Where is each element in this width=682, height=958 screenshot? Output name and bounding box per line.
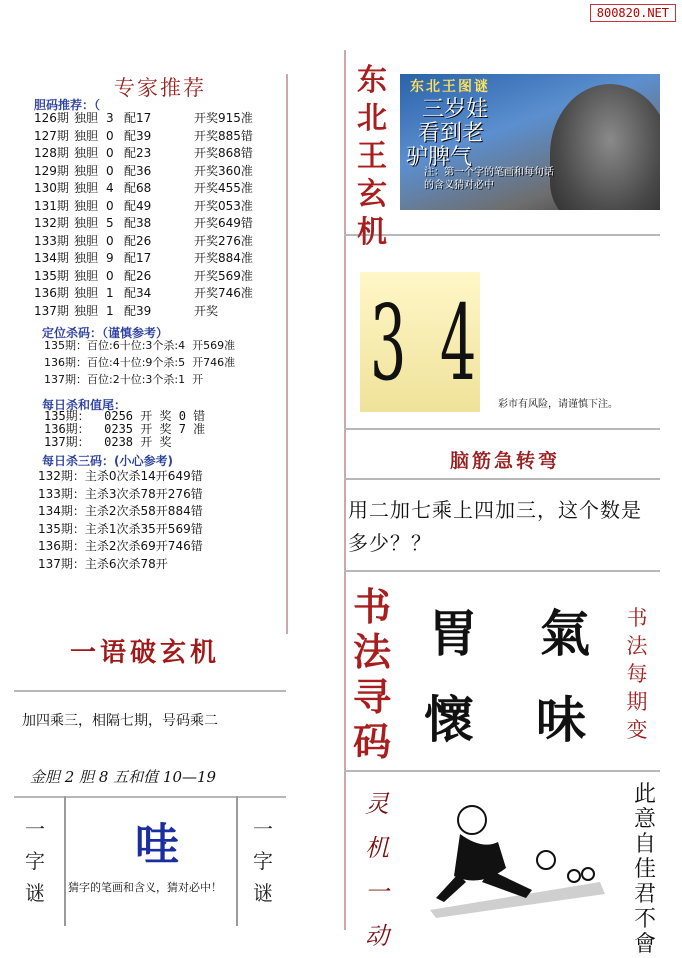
- table-row: [44, 372, 203, 388]
- poster-note: 注：第一个字的笔画和每句话的含义猜对必中: [424, 167, 554, 191]
- table-cell: 配68: [124, 181, 152, 195]
- tail-section-title: 每日杀和值尾：: [42, 398, 127, 412]
- table-cell: 136期：主杀2次杀69开746错: [38, 539, 203, 553]
- left-right-divider: [286, 74, 288, 634]
- table-row: [34, 233, 253, 249]
- table-cell: 独胆: [74, 111, 99, 125]
- table-cell: 128期: [34, 146, 69, 160]
- table-cell: 开奖276准: [194, 233, 253, 248]
- table-cell: 开奖: [194, 303, 219, 318]
- table-cell: 136期： 0235 开 奖 7 准: [44, 422, 206, 436]
- hand-char: 不: [633, 907, 656, 932]
- site-badge: 800820.NET: [590, 4, 676, 22]
- handwritten-text: [632, 782, 658, 957]
- table-cell: 独胆: [74, 303, 99, 318]
- table-cell: 133期: [34, 233, 69, 248]
- table-cell: 配49: [124, 198, 152, 213]
- table-cell: 开奖915准: [194, 111, 253, 125]
- riddle-hint: 猜字的笔画和含义，猜对必中！: [68, 881, 222, 894]
- divider-7: [14, 796, 286, 798]
- table-cell: 5: [106, 216, 114, 230]
- hand-char: 佳: [633, 857, 656, 882]
- riddle-side-right-1: 一: [253, 817, 273, 841]
- dan-section-title: 胆码推荐：（: [34, 98, 101, 112]
- riddle-side-left-1: 一: [25, 817, 45, 841]
- table-cell: 独胆: [74, 251, 99, 265]
- table-row: [34, 268, 253, 284]
- riddle-divider-left: [64, 796, 66, 926]
- gold-line: 金胆 2 胆 8 五和值 10—19: [30, 768, 217, 786]
- poster-title: 东北王图谜: [410, 79, 490, 95]
- risk-note: 彩市有风险，请谨慎下注。: [498, 399, 618, 410]
- table-cell: 1: [106, 286, 114, 300]
- table-cell: 0: [106, 233, 114, 248]
- table-cell: 独胆: [74, 163, 99, 178]
- buddha-image: [550, 84, 660, 210]
- table-cell: 开奖884准: [194, 251, 253, 265]
- calli-title-char: 书: [352, 584, 391, 629]
- calli-side-char: 变: [626, 718, 648, 742]
- phrase-text: 加四乘三，相隔七期，号码乘二: [22, 713, 218, 729]
- riddle-poster: [400, 74, 660, 210]
- table-cell: 137期：主杀6次杀78开: [38, 556, 168, 571]
- table-cell: 独胆: [74, 181, 99, 195]
- vertical-title: [352, 62, 392, 252]
- lingji-char: 灵: [365, 790, 389, 818]
- table-cell: 开奖746准: [194, 286, 253, 300]
- table-row: [38, 556, 168, 572]
- table-cell: 配34: [124, 286, 152, 300]
- table-cell: 134期: [34, 251, 69, 265]
- vertical-title-char: 王: [357, 139, 387, 174]
- runner-head: [458, 806, 486, 834]
- table-cell: 开奖885错: [194, 128, 253, 143]
- table-cell: 132期：主杀0次杀14开649错: [38, 469, 203, 483]
- calli-side-char: 法: [626, 634, 648, 658]
- calli-word-3: 懷: [424, 690, 474, 749]
- table-cell: 1: [106, 303, 114, 318]
- ball: [537, 851, 555, 869]
- divider-5: [344, 770, 660, 772]
- calli-title: [352, 584, 392, 764]
- table-cell: 独胆: [74, 198, 99, 213]
- table-cell: 135期： 0256 开 奖 0 错: [44, 409, 206, 423]
- runner-leg-back: [436, 874, 466, 902]
- table-cell: 独胆: [74, 233, 99, 248]
- table-cell: 137期: [34, 303, 69, 318]
- lingji-title: [362, 782, 392, 958]
- riddle-char: 哇: [135, 819, 179, 870]
- table-cell: 开奖053准: [194, 198, 253, 213]
- vertical-title-char: 东: [357, 63, 387, 98]
- poster-line-3: 驴脾气: [406, 145, 473, 170]
- table-cell: 135期: [34, 268, 69, 283]
- calli-title-char: 寻: [352, 674, 391, 719]
- table-cell: 129期: [34, 163, 69, 178]
- calli-word-4: 味: [536, 690, 586, 749]
- table-cell: 9: [106, 251, 114, 265]
- hand-char: 意: [633, 807, 656, 832]
- poster-line-2: 看到老: [418, 121, 485, 146]
- table-cell: 135期：主杀1次杀35开569错: [38, 521, 203, 536]
- table-cell: 133期：主杀3次杀78开276错: [38, 486, 203, 501]
- table-row: [34, 180, 253, 196]
- pin: [568, 870, 580, 882]
- table-cell: 0: [106, 163, 114, 178]
- calli-side-char: 书: [626, 606, 648, 630]
- lingji-char: 一: [365, 878, 389, 906]
- table-row: [34, 215, 253, 231]
- table-cell: 独胆: [74, 146, 99, 160]
- divider-3: [344, 478, 660, 480]
- divider-4: [344, 570, 660, 572]
- table-cell: 开奖569准: [194, 268, 253, 283]
- table-row: [38, 468, 203, 484]
- calli-side-text: [622, 604, 652, 744]
- pos-section-title: 定位杀码：（谨慎参考）: [42, 326, 169, 340]
- table-cell: 开奖455准: [194, 181, 253, 195]
- table-cell: 配26: [124, 268, 152, 283]
- table-cell: 3: [106, 111, 114, 125]
- table-cell: 132期: [34, 216, 69, 230]
- table-cell: 独胆: [74, 216, 99, 230]
- hand-char: 自: [633, 832, 656, 857]
- right-column-divider: [344, 50, 346, 930]
- table-cell: 0: [106, 128, 114, 143]
- table-cell: 136期：百位:4十位:9个杀:5 开746准: [44, 356, 236, 369]
- table-row: [44, 434, 171, 450]
- table-cell: 137期： 0238 开 奖: [44, 435, 172, 449]
- table-cell: 配39: [124, 128, 152, 143]
- table-cell: 126期: [34, 111, 69, 125]
- table-row: [34, 163, 253, 179]
- table-row: [44, 355, 235, 371]
- calli-title-char: 码: [352, 719, 391, 764]
- calli-word-1: 胃: [428, 604, 478, 663]
- table-cell: 136期: [34, 286, 69, 300]
- table-cell: 131期: [34, 198, 69, 213]
- pin: [582, 868, 594, 880]
- table-row: [34, 128, 253, 144]
- table-cell: 独胆: [74, 268, 99, 283]
- riddle-side-left-2: 字: [25, 849, 45, 873]
- table-row: [34, 110, 253, 126]
- table-cell: 137期：百位:2十位:3个杀:1 开: [44, 373, 204, 386]
- table-row: [34, 285, 253, 301]
- poster-line-1: 三岁娃: [422, 97, 489, 122]
- table-cell: 配36: [124, 163, 152, 178]
- riddle-side-right-2: 字: [253, 849, 273, 873]
- brain-question: 用二加七乘上四加三，这个数是多少？？: [348, 498, 642, 555]
- vertical-title-char: 机: [357, 215, 387, 250]
- table-row: [34, 145, 253, 161]
- hand-char: 會: [633, 932, 656, 957]
- big-number-2: 4: [440, 282, 477, 404]
- table-cell: 开奖868错: [194, 146, 253, 160]
- number-box: [360, 272, 480, 412]
- lingji-char: 动: [365, 922, 389, 950]
- table-cell: 127期: [34, 128, 69, 143]
- calli-side-char: 每: [626, 662, 648, 686]
- hand-char: 此: [633, 782, 656, 807]
- table-cell: 配39: [124, 303, 152, 318]
- hand-char: 君: [633, 882, 656, 907]
- table-row: [38, 521, 203, 537]
- vertical-title-char: 北: [357, 101, 387, 136]
- phrase-title: 一语破玄机: [69, 638, 220, 668]
- runner-leg: [482, 870, 532, 898]
- table-cell: 配17: [124, 251, 152, 265]
- brain-title: 脑筋急转弯: [449, 450, 560, 472]
- kill-section-title: 每日杀三码：(小心参考): [42, 454, 173, 468]
- table-cell: 配23: [124, 146, 152, 160]
- calli-side-char: 期: [626, 690, 648, 714]
- table-cell: 0: [106, 198, 114, 213]
- table-cell: 开奖360准: [194, 163, 253, 178]
- table-row: [34, 250, 253, 266]
- calli-word-2: 氣: [540, 604, 590, 663]
- riddle-side-right-3: 谜: [253, 881, 273, 905]
- table-cell: 134期：主杀2次杀58开884错: [38, 504, 203, 518]
- table-cell: 0: [106, 146, 114, 160]
- table-row: [44, 338, 235, 354]
- table-cell: 0: [106, 268, 114, 283]
- runner-cartoon: [420, 790, 610, 920]
- table-cell: 配38: [124, 216, 152, 230]
- table-cell: 配17: [124, 111, 152, 125]
- expert-title: 专家推荐: [114, 76, 206, 100]
- vertical-title-char: 玄: [357, 177, 387, 212]
- riddle-divider-right: [236, 796, 238, 926]
- big-number-1: 3: [370, 282, 407, 404]
- table-row: [38, 486, 203, 502]
- table-row: [38, 538, 203, 554]
- calli-title-char: 法: [352, 629, 391, 674]
- runner-body: [454, 834, 506, 881]
- table-cell: 135期：百位:6十位:3个杀:4 开569准: [44, 339, 236, 352]
- table-row: [34, 303, 218, 319]
- table-cell: 4: [106, 181, 114, 195]
- table-row: [34, 198, 253, 214]
- table-cell: 独胆: [74, 286, 99, 300]
- riddle-side-left-3: 谜: [25, 881, 45, 905]
- lingji-char: 机: [365, 834, 389, 862]
- table-cell: 130期: [34, 181, 69, 195]
- divider-6: [14, 690, 286, 692]
- divider-2: [344, 428, 660, 430]
- table-cell: 配26: [124, 233, 152, 248]
- table-row: [38, 503, 203, 519]
- table-cell: 独胆: [74, 128, 99, 143]
- table-cell: 开奖649错: [194, 216, 253, 230]
